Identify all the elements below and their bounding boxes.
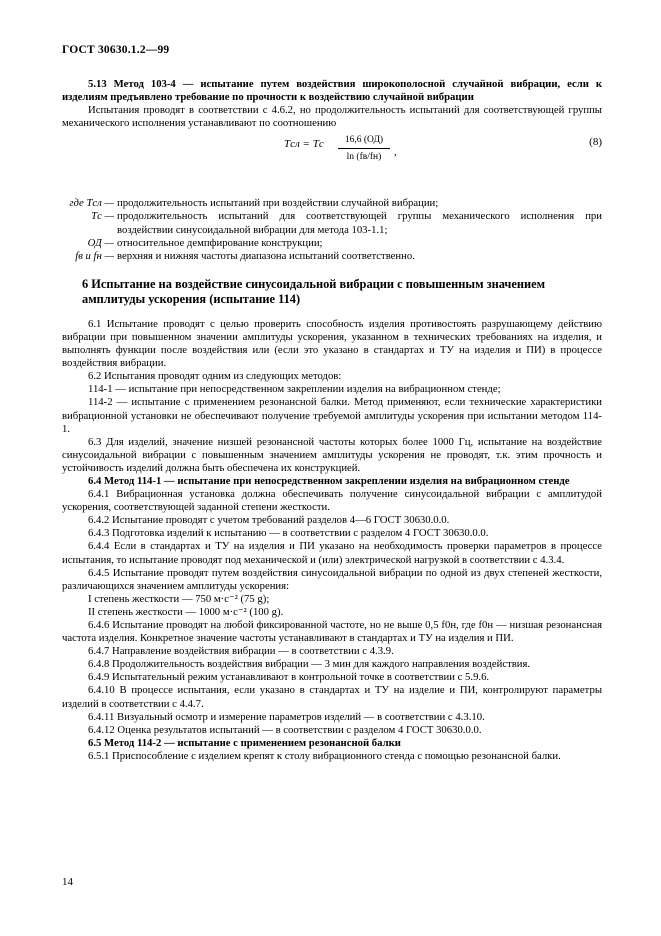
page-number: 14 xyxy=(62,876,73,888)
clause-6-4-2: 6.4.2 Испытание проводят с учетом требований разделов 4—6 ГОСТ 30630.0.0. xyxy=(88,514,450,527)
clause-6-2-item-1: 114-1 — испытание при непосредственном закреплении изделия на вибрационном стенде; xyxy=(88,383,501,396)
formula-legend xyxy=(62,197,602,262)
clause-5-13-title: 5.13 Метод 103-4 — испытание путем воздействия широкополосной случайной вибрации, если к изделиям предъявлено требование по прочности к воздействию случайной вибрации xyxy=(62,78,602,104)
clause-6-4-12: 6.4.12 Оценка результатов испытаний — в соответствии с разделом 4 ГОСТ 30630.0.0. xyxy=(88,723,482,736)
clause-6-4-1: 6.4.1 Вибрационная установка должна обеспечивать получение синусоидальной вибрации с амплитудой ускорения, соответствующей заданной степени жесткости. xyxy=(62,488,602,514)
clause-6-5-1: 6.5.1 Приспособление с изделием крепят к столу вибрационного стенда с помощью резонансной балки. xyxy=(88,749,561,762)
clause-6-3: 6.3 Для изделий, значение низшей резонансной частоты которых более 1000 Гц, испытание на воздействие синусоидальной вибрации с повышенным значением амплитуды ускорения не проводят, т.к. этим прочность и устойчивость изделий должна быть обеспечена их конструкцией. xyxy=(62,435,602,474)
legend-symbol: ОД — xyxy=(87,236,114,249)
formula-8 xyxy=(62,134,602,192)
formula-comma: , xyxy=(394,146,397,159)
clause-6-4-9: 6.4.9 Испытательный режим устанавливают в контрольной точке в соответствии с 5.9.6. xyxy=(88,671,490,684)
clause-6-4-11: 6.4.11 Визуальный осмотр и измерение параметров изделий — в соответствии с 4.3.10. xyxy=(88,710,485,723)
clause-6-4-3: 6.4.3 Подготовка изделий к испытанию — в соответствии с разделом 4 ГОСТ 30630.0.0. xyxy=(88,527,489,540)
clause-6-4-6: 6.4.6 Испытание проводят на любой фиксированной частоте, но не выше 0,5 f0н, где f0н — низшая резонансная частота изделия. Конкретное значение частоты устанавливают в стандартах и ТУ на изделия и ПИ. xyxy=(62,619,602,645)
clause-6-4-5-level-2: II степень жесткости — 1000 м·с⁻² (100 g). xyxy=(88,605,284,618)
legend-symbol: Tс — xyxy=(91,210,114,223)
clause-6-1: 6.1 Испытание проводят с целью проверить способность изделия противостоять разрушающему действию вибрации при повышенном значении амплитуды ускорения, указанном в технических требованиях на изделия, и выполнять функции после воздействия или (если это указано в стандартах и ТУ на изделия и ПИ) в процессе воздействия вибрации. xyxy=(62,317,602,370)
legend-text: продолжительность испытаний при воздействии случайной вибрации; xyxy=(117,197,439,210)
clause-6-4-7: 6.4.7 Направление воздействия вибрации — в соответствии с 4.3.9. xyxy=(88,645,394,658)
formula-numerator: 16,6 (ОД) xyxy=(338,134,390,149)
clause-6-4-8: 6.4.8 Продолжительность воздействия вибрации — 3 мин для каждого направления воздействия. xyxy=(88,658,531,671)
clause-6-5-title: 6.5 Метод 114-2 — испытание с применением резонансной балки xyxy=(88,736,401,749)
formula-lhs: Tсл = Tс xyxy=(284,138,324,151)
clause-6-4-title: 6.4 Метод 114-1 — испытание при непосредственном закреплении изделия на вибрационном стенде xyxy=(88,474,570,487)
clause-6-4-10: 6.4.10 В процессе испытания, если указано в стандартах и ТУ на изделие и ПИ, контролируют параметры изделий в соответствии с 4.4.7. xyxy=(62,684,602,710)
legend-row xyxy=(62,197,602,210)
formula-number: (8) xyxy=(589,136,602,149)
legend-symbol: где Tсл — xyxy=(69,197,114,210)
legend-row xyxy=(62,250,602,263)
clause-6-2-item-2: 114-2 — испытание с применением резонансной балки. Метод применяют, если технические характеристики вибрационной установки не обеспечивают получение требуемой амплитуды ускорения при испытании методом 114-1. xyxy=(62,396,602,435)
clause-6-2: 6.2 Испытания проводят одним из следующих методов: xyxy=(88,370,342,383)
clause-6-4-5: 6.4.5 Испытание проводят путем воздействия синусоидальной вибрации по одной из двух степеней жесткости, различающихся значением амплитуды ускорения: xyxy=(62,566,602,592)
section-6-title: 6 Испытание на воздействие синусоидальной вибрации с повышенным значением амплитуды ускорения (испытание 114) xyxy=(82,276,546,306)
clause-5-13-text: Испытания проводят в соответствии с 4.6.2, но продолжительность испытаний для соответствующей группы механического исполнения устанавливают по соотношению xyxy=(62,104,602,130)
legend-row xyxy=(62,210,602,236)
page-content xyxy=(62,68,602,763)
formula-fraction xyxy=(338,134,390,164)
legend-text: относительное демпфирование конструкции; xyxy=(117,236,323,249)
legend-symbol: fв и fн — xyxy=(75,249,114,262)
clause-6-4-4: 6.4.4 Если в стандартах и ТУ на изделия и ПИ указано на необходимость проверки параметров в процессе испытания, то испытание проводят под механической и (или) электрической нагрузкой в соответствии с 4.3.4. xyxy=(62,540,602,566)
legend-text: продолжительность испытаний для соответствующей группы механического исполнения при воздействии синусоидальной вибрации для метода 103-1.1; xyxy=(117,210,602,236)
clause-6-4-5-level-1: I степень жесткости — 750 м·с⁻² (75 g); xyxy=(88,592,270,605)
formula-denominator: ln (fв/fн) xyxy=(346,152,382,163)
legend-text: верхняя и нижняя частоты диапазона испытаний соответственно. xyxy=(117,249,415,262)
page-header: ГОСТ 30630.1.2—99 xyxy=(62,44,170,56)
legend-row xyxy=(62,237,602,250)
